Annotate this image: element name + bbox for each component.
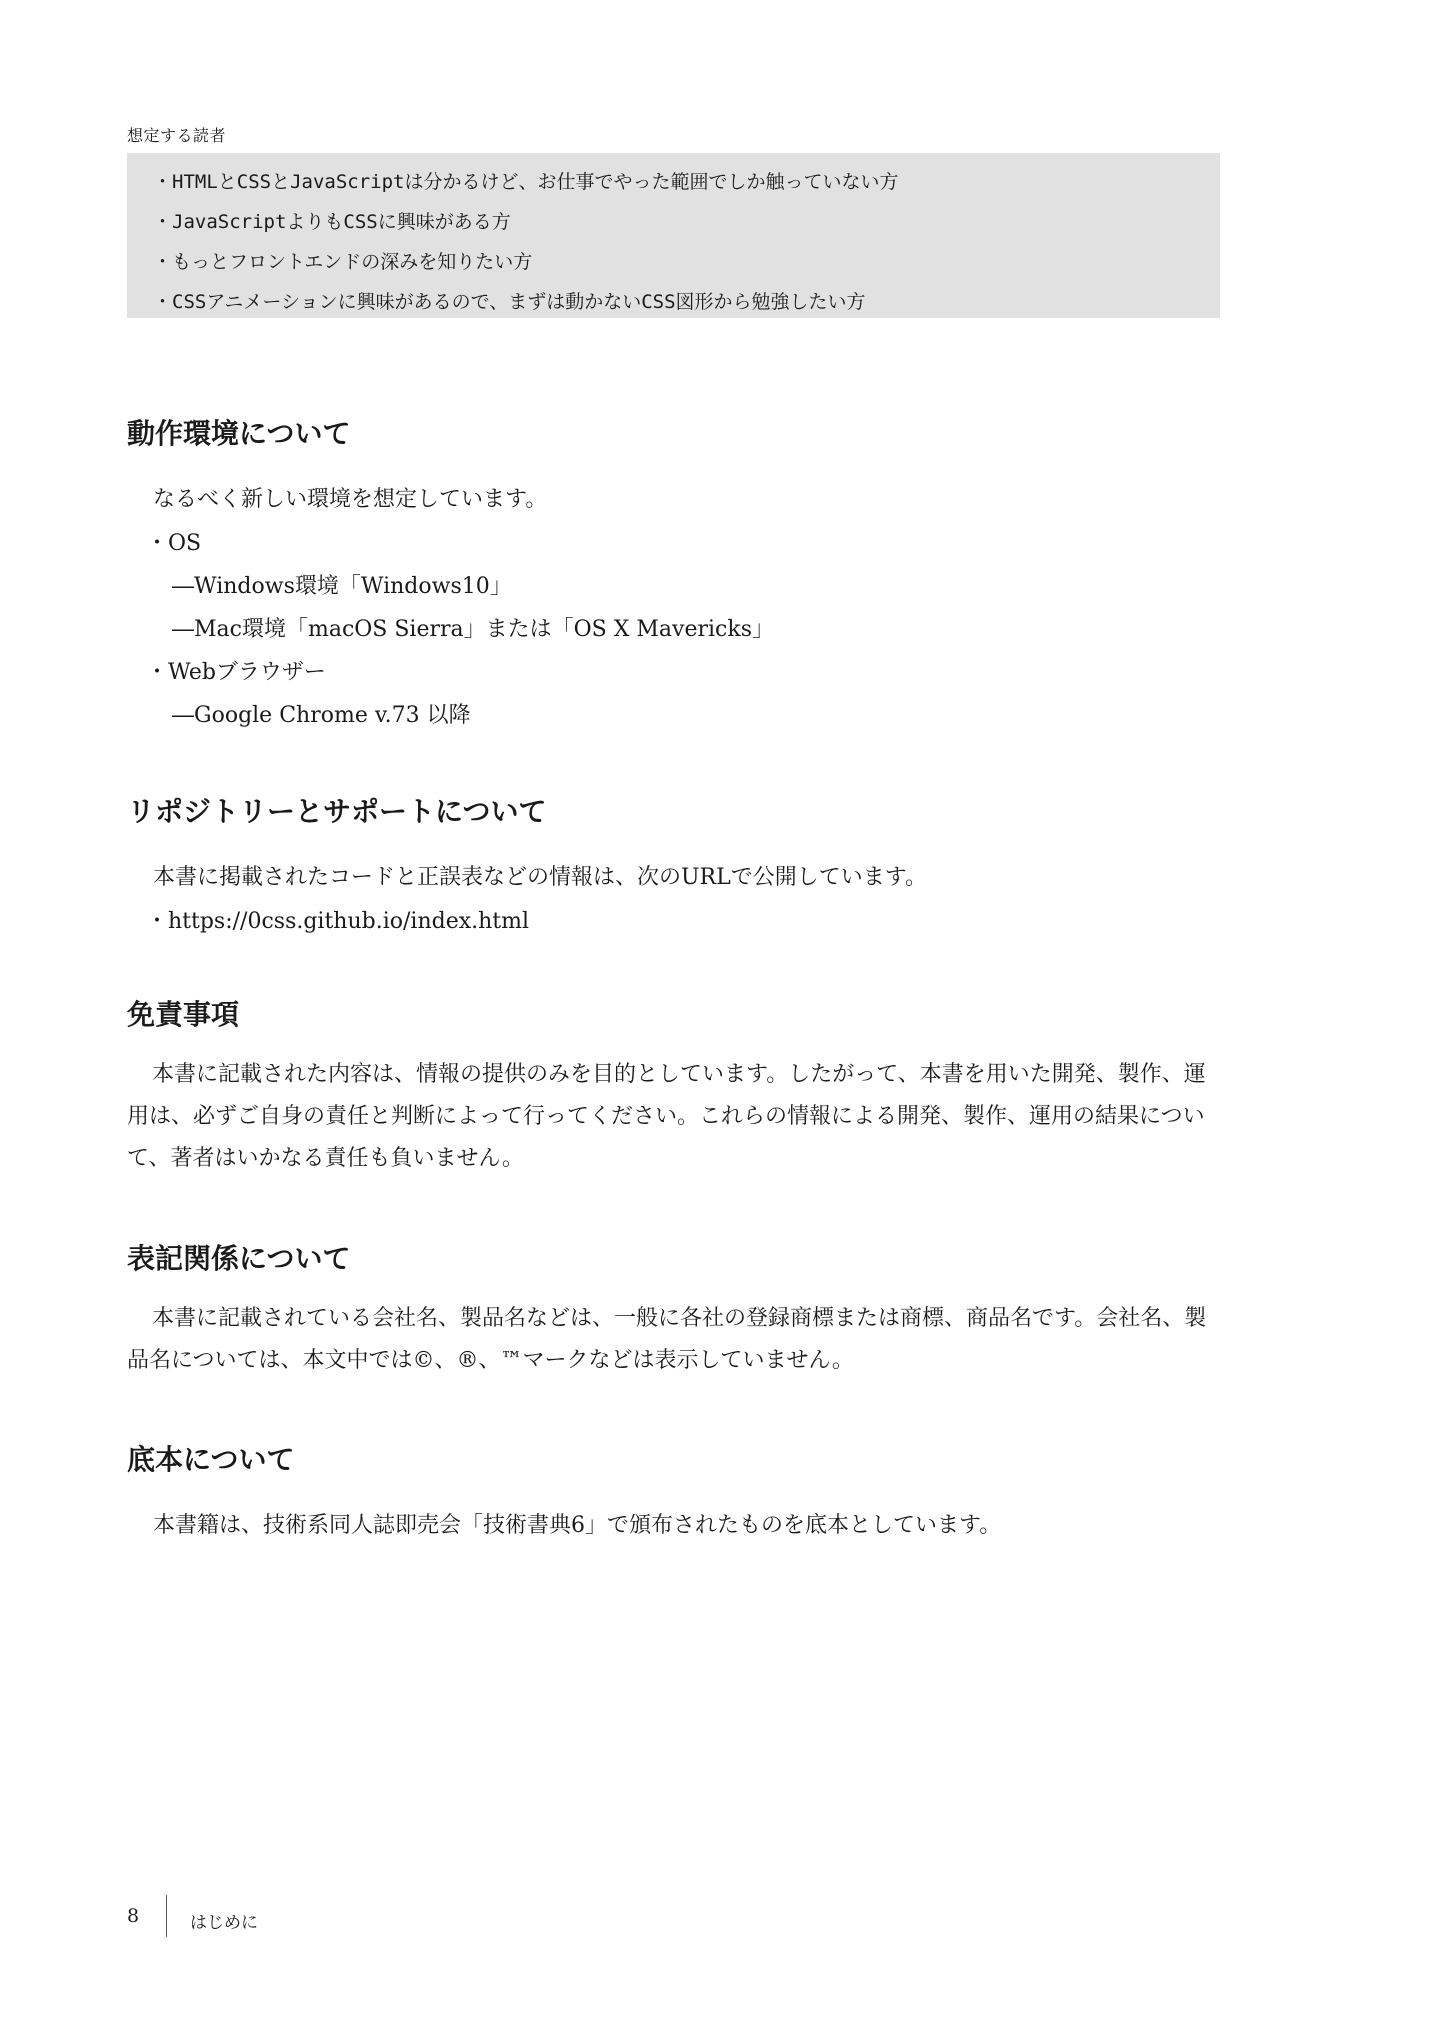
repo-heading: リポジトリーとサポートについて — [127, 795, 547, 828]
env-os-windows: ―Windows環境「Windows10」 — [172, 574, 512, 599]
repo-text: 本書に掲載されたコードと正誤表などの情報は、次のURLで公開しています。 — [153, 865, 927, 890]
env-os-mac: ―Mac環境「macOS Sierra」または「OS X Mavericks」 — [172, 617, 774, 642]
notation-heading: 表記関係について — [127, 1242, 351, 1275]
disclaimer-text: 本書に記載された内容は、情報の提供のみを目的としています。したがって、本書を用いた開発、製作、運用は、必ずご自身の責任と判断によって行ってください。これらの情報による開発、製作、運用の結果について、著者はいかなる責任も負いません。 — [127, 1062, 1206, 1171]
base-text: 本書籍は、技術系同人誌即売会「技術書典6」で頒布されたものを底本としています。 — [153, 1513, 1002, 1538]
readers-box — [127, 153, 1220, 318]
base-heading: 底本について — [127, 1443, 295, 1476]
readers-label: 想定する読者 — [127, 126, 227, 145]
env-os-label: ・OS — [146, 531, 202, 556]
readers-item: ・JavaScriptよりもCSSに興味がある方 — [153, 211, 511, 233]
repo-url[interactable]: ・https://0css.github.io/index.html — [146, 909, 530, 934]
env-browser-label: ・Webブラウザー — [146, 660, 326, 685]
folio-divider — [166, 1895, 167, 1937]
readers-item: ・HTMLとCSSとJavaScriptは分かるけど、お仕事でやった範囲でしか触っていない方 — [153, 171, 899, 193]
readers-item: ・CSSアニメーションに興味があるので、まずは動かないCSS図形から勉強したい方 — [153, 291, 866, 313]
page-number: 8 — [127, 1905, 140, 1927]
readers-item: ・もっとフロントエンドの深みを知りたい方 — [153, 251, 533, 273]
notation-text: 本書に記載されている会社名、製品名などは、一般に各社の登録商標または商標、商品名です。会社名、製品名については、本文中では©、®、™マークなどは表示していません。 — [127, 1306, 1207, 1373]
env-browser-chrome: ―Google Chrome v.73 以降 — [172, 703, 471, 728]
env-heading: 動作環境について — [127, 417, 351, 450]
disclaimer-heading: 免責事項 — [127, 998, 240, 1031]
section-title: はじめに — [190, 1913, 258, 1933]
env-intro: なるべく新しい環境を想定しています。 — [153, 487, 548, 512]
